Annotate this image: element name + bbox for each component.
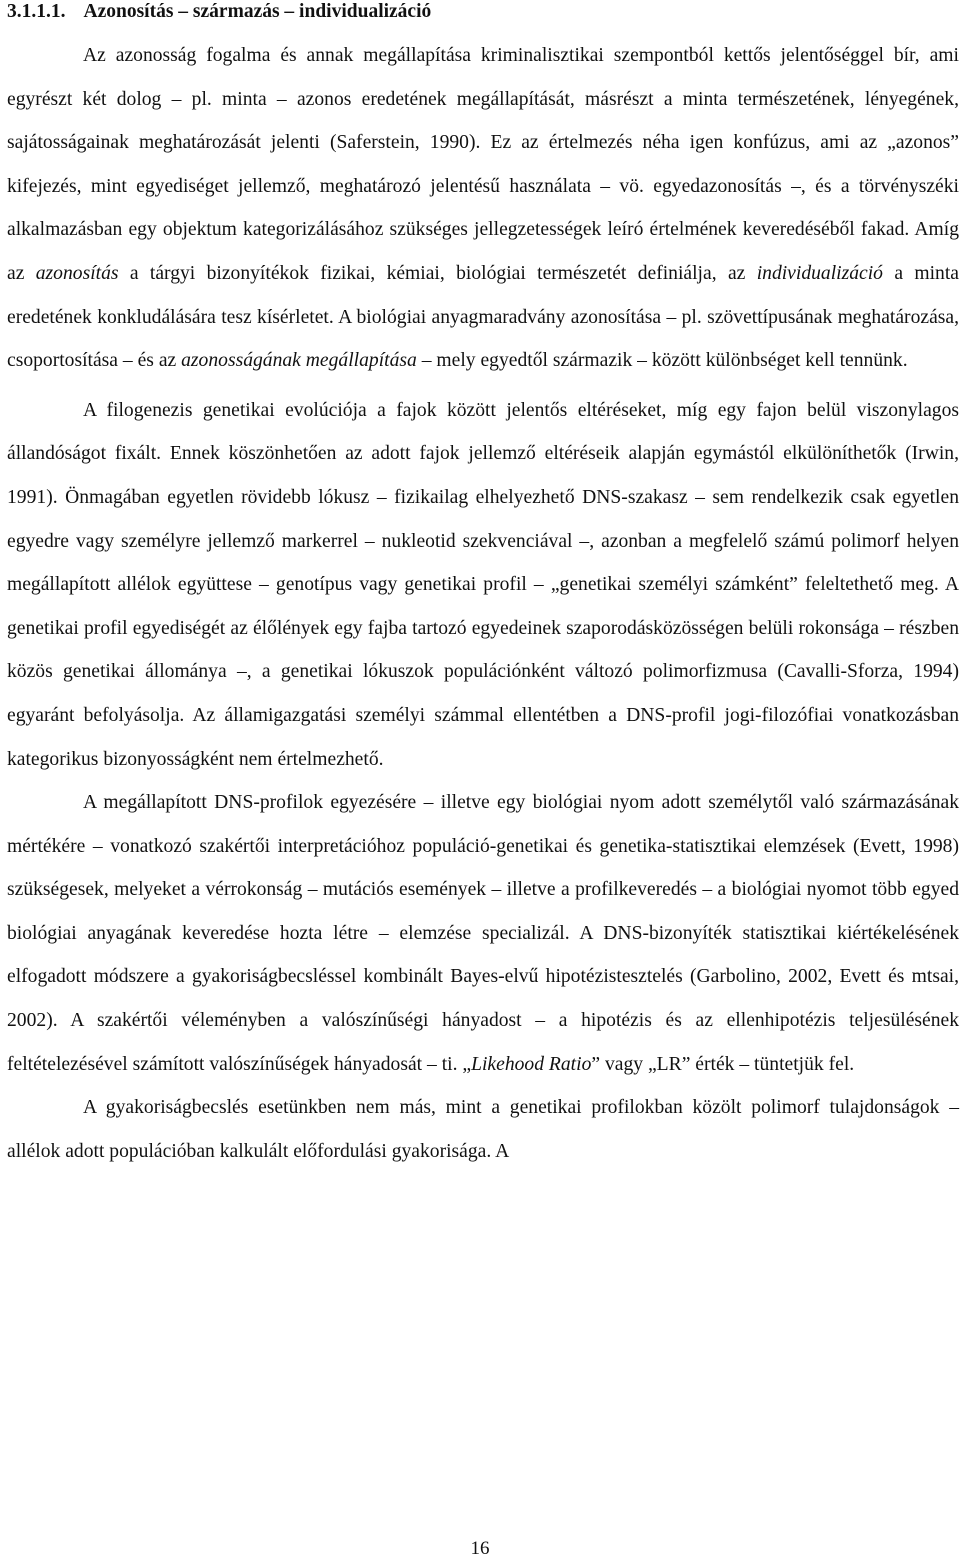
paragraph-text: – mely egyedtől származik – között különbséget kell tennünk. [416,350,908,372]
paragraph-identification [7,34,959,383]
section-number: 3.1.1.1. [7,1,66,22]
paragraph-text: A gyakoriságbecslés esetünkben nem más, mint a genetikai profilokban közölt polimorf tulajdonságok – allélok adott populációban kalkulált előfordulási gyakorisága. A [7,1097,959,1162]
paragraph-dna-profiles [7,781,959,1086]
paragraph-text: A filogenezis genetikai evolúciója a fajok között jelentős eltéréseket, míg egy fajon belül viszonylagos állandóságot fixált. Ennek köszönhetően az adott fajok jellemző eltéréseik alapján egymástól elkülöníthetők (Irwin, 1991). Önmagában egyetlen rövidebb lókusz – fizikailag elhelyezhető DNS-szakasz – sem rendelkezik csak egyetlen egyedre vagy személyre jellemző markerrel – nukleotid szekvenciával –, azonban a megfelelő számú polimorf helyen megállapított allélok együttese – genotípus vagy genetikai profil – „genetikai személyi számként” feleltethető meg. A genetikai profil egyediségét az élőlények egy fajba tartozó egyedeinek szaporodásközösségen belüli rokonsága – részben közös genetikai állománya –, a genetikai lókuszok populációnként változó polimorfizmusa (Cavalli-Sforza, 1994) egyaránt befolyásolja. Az államigazgatási személyi számmal ellentétben a DNS-profil jogi-filozófiai vonatkozásban kategorikus bizonyosságként nem értelmezhető. [7,399,959,770]
section-heading [7,0,959,24]
paragraph-text: Az azonosság fogalma és annak megállapítása kriminalisztikai szempontból kettős jelentőséggel bír, ami egyrészt két dolog – pl. minta – azonos eredetének megállapítását, másrészt a minta természetének, lényegének, sajátosságainak meghatározását jelenti (Saferstein, 1990). Ez az értelmezés néha igen konfúzus, ami az „azonos” kifejezés, mint egyediséget jellemző, meghatározó jelentésű használata – vö. egyedazonosítás –, és a törvényszéki alkalmazásban egy objektum kategorizálásához szükséges jellegzetességek leíró értelmének keveredéséből fakad. Amíg az [7,45,959,284]
emphasis-term: individualizáció [756,262,883,284]
document-page [7,0,959,1173]
paragraph-frequency-estimation [7,1086,959,1173]
paragraph-phylogenesis [7,389,959,781]
emphasis-term: azonosságának megállapítása [181,350,417,372]
paragraph-text: a minta eredetének konkludálására tesz kísérletet. A biológiai anyagmaradvány azonosítása – pl. szövettípusának meghatározása, csoportosítása – és az [7,262,959,372]
paragraph-text: A megállapított DNS-profilok egyezésére – illetve egy biológiai nyom adott személytől való származásának mértékére – vonatkozó szakértői interpretációhoz populáció-genetikai és genetika-statisztikai elemzések (Evett, 1998) szükségesek, melyeket a vérrokonság – mutációs események – illetve a profilkeveredés – a biológiai nyomot több egyed biológiai anyagának keveredése hozta létre – elemzése specializál. A DNS-bizonyíték statisztikai kiértékelésének elfogadott módszere a gyakoriságbecsléssel kombinált Bayes-elvű hipotézistesztelés (Garbolino, 2002, Evett és mtsai, 2002). A szakértői véleményben a valószínűségi hányadost – a hipotézis és az ellenhipotézis teljesülésének feltételezésével számított valószínűségek hányadosát – ti. „ [7,792,959,1075]
emphasis-term: azonosítás [35,262,119,284]
paragraph-text: a tárgyi bizonyítékok fizikai, kémiai, biológiai természetét definiálja, az [118,262,757,284]
section-title: Azonosítás – származás – individualizáció [83,1,432,22]
emphasis-term: Likehood Ratio [471,1053,592,1075]
page-number: 16 [470,1538,490,1559]
paragraph-text: ” vagy „LR” érték – tüntetjük fel. [591,1053,855,1075]
